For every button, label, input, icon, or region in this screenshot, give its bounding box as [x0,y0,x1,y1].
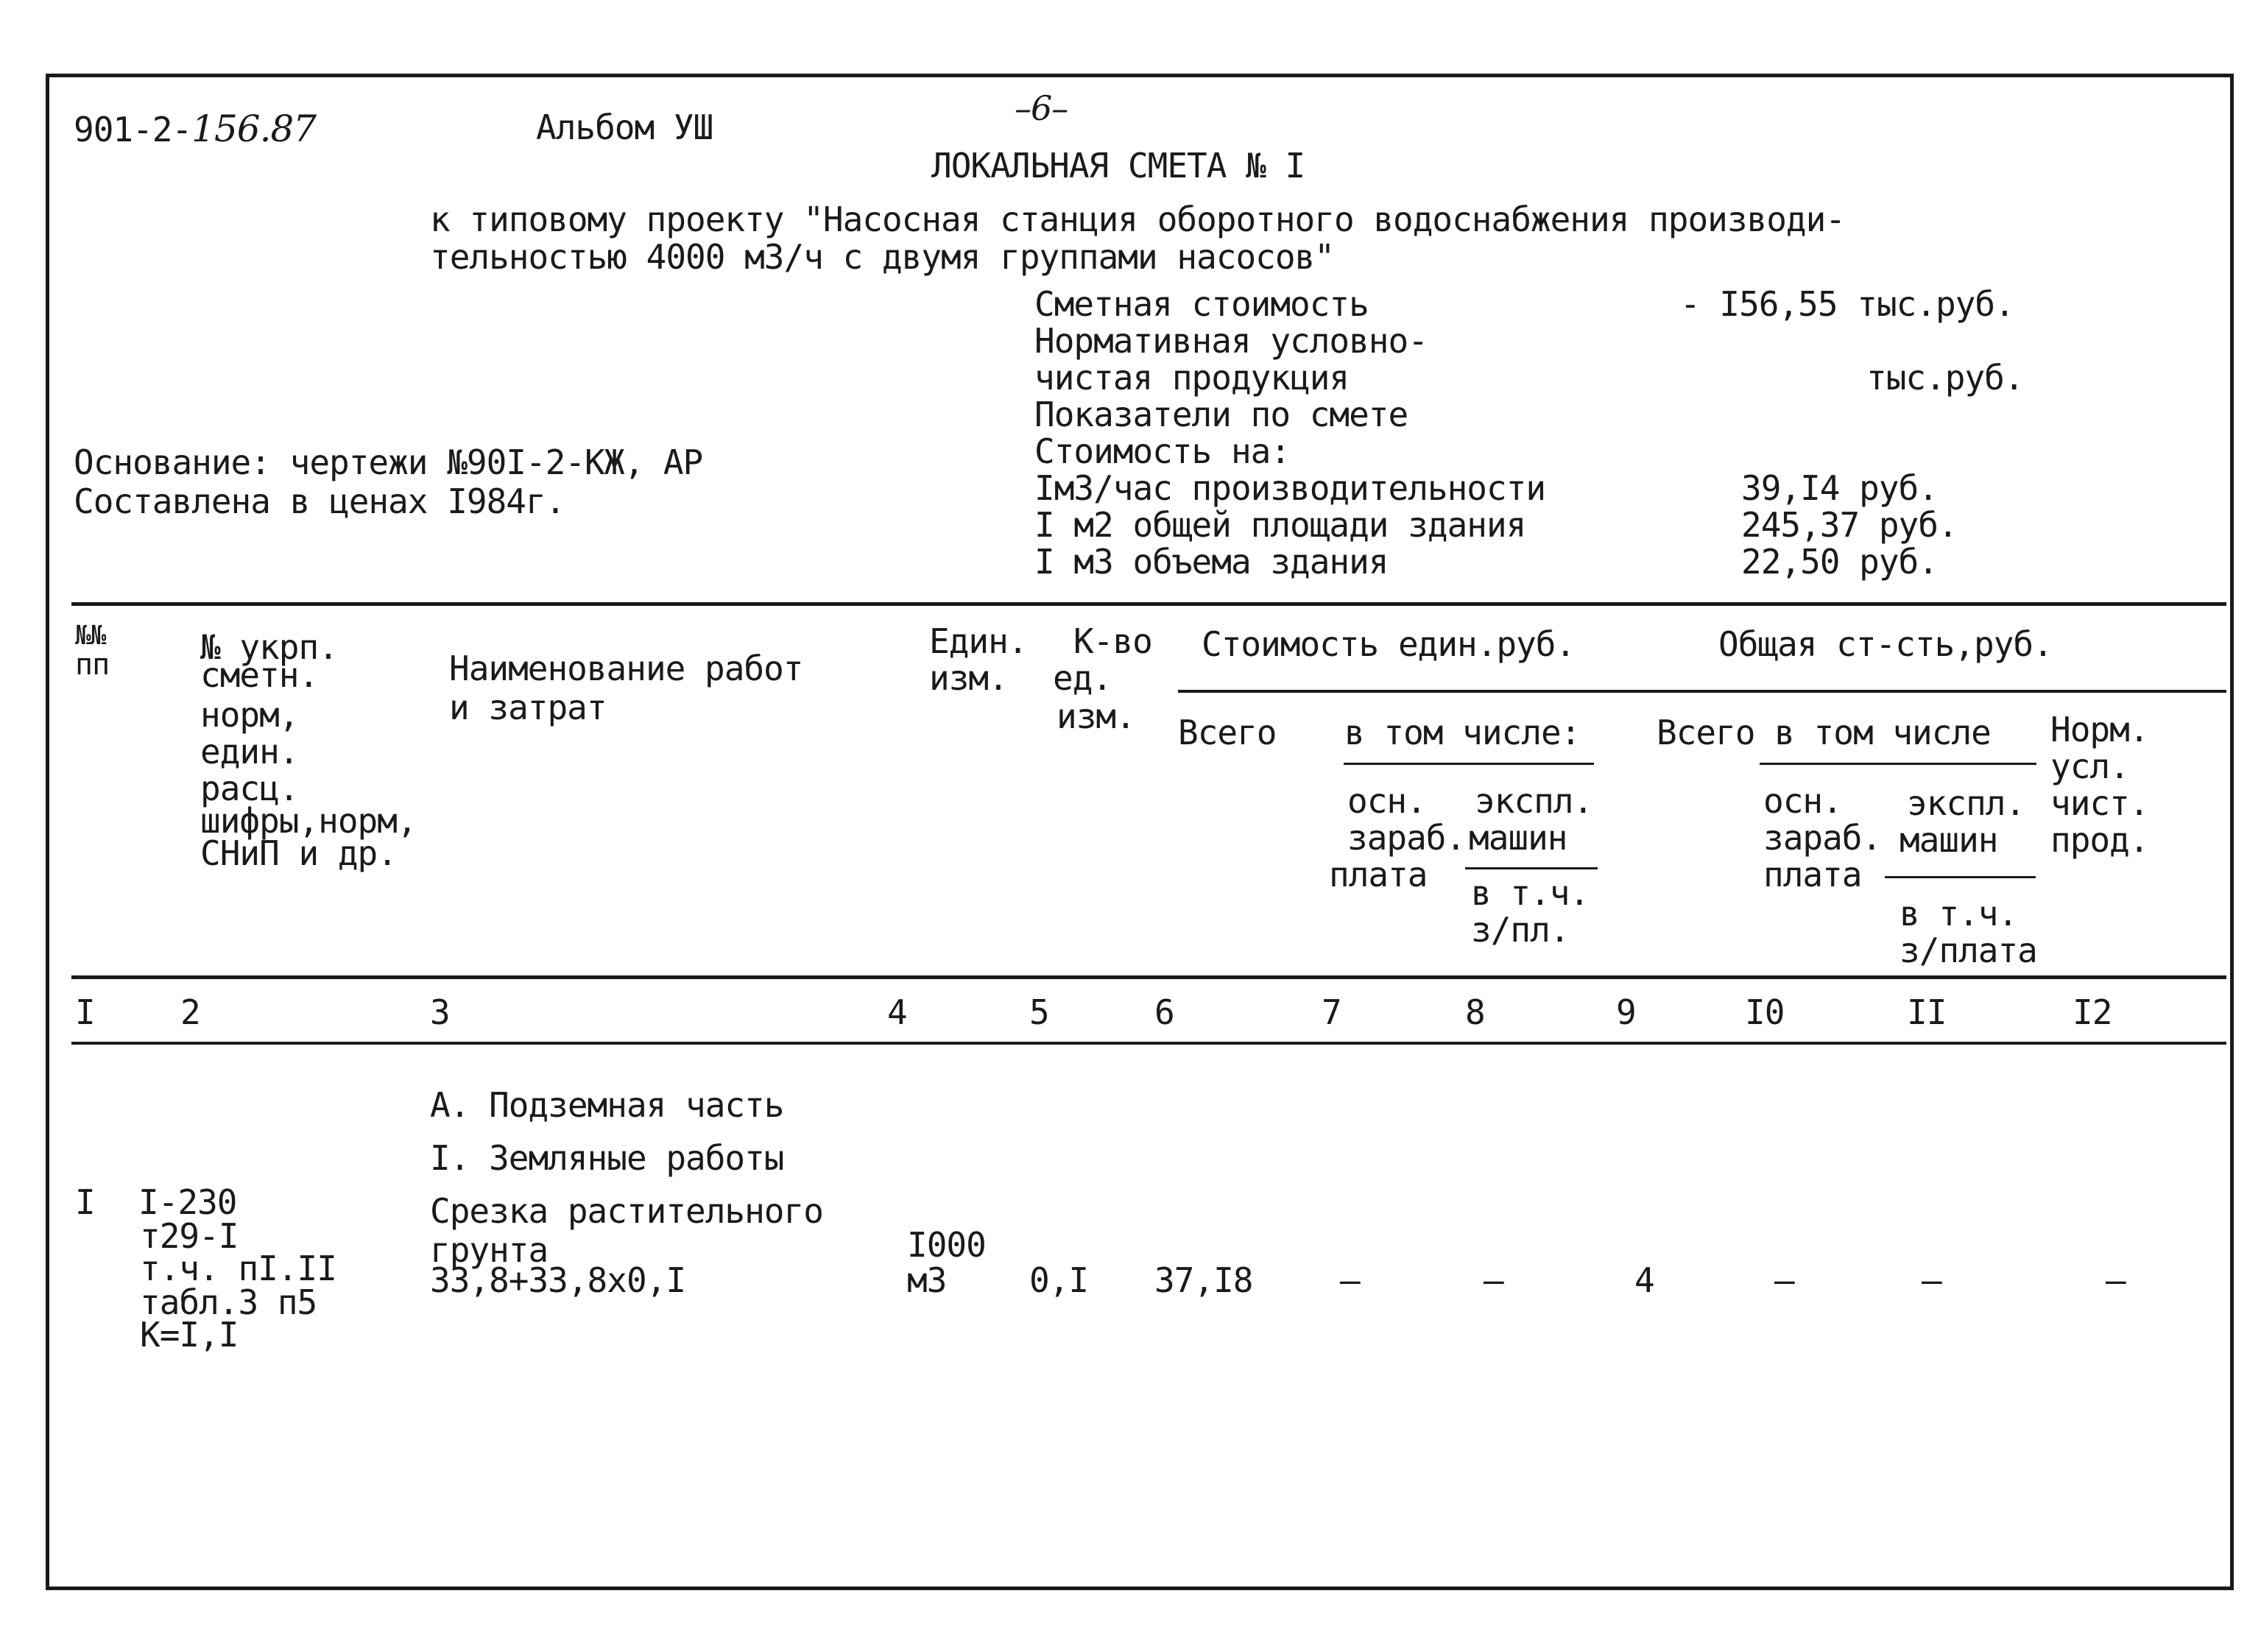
col1-header-l1: №№ [75,621,106,651]
table-top-rule [71,602,2226,606]
unit-incl-wage-l2: з/пл. [1471,910,1570,950]
section-underground: А. Подземная часть [430,1085,784,1125]
total-base-wage-l1: осн. [1763,781,1842,821]
document-code: 901-2-156.87 [74,107,317,150]
col2-header-l2: сметн. [200,655,319,695]
row-code-l2: т29-I [140,1216,239,1256]
total-machines-rule [1885,876,2036,878]
row-name-l3: 33,8+33,8х0,I [430,1260,686,1300]
unit-base-wage-l3: плата [1329,855,1428,894]
col5-header-l2: ед. [1053,658,1112,698]
row-total-all: 4 [1634,1260,1654,1300]
cost-for-label: Стоимость на: [1034,431,1291,471]
indicator-value: 39,I4 руб. [1741,468,1938,508]
total-base-wage-l2: зараб. [1763,818,1882,858]
row-code-l4: табл.3 п5 [140,1282,317,1322]
indicator-label: Iм3/час производительности [1034,468,1546,508]
total-incl-wage-l1: в т.ч. [1900,894,2018,933]
col-number: I2 [2073,992,2112,1032]
row-norm-cond: – [2106,1260,2126,1300]
row-code-l3: т.ч. пI.II [140,1249,336,1288]
row-total-machines: – [1922,1260,1941,1300]
indicator-label: I м3 объема здания [1034,542,1389,582]
unit-including-label: в том числе: [1344,713,1581,752]
col-number: I [75,992,95,1032]
row-total-base-wage: – [1774,1260,1794,1300]
col5-header-l1: К-во [1073,621,1152,661]
project-line-2: тельностью 4000 м3/ч с двумя группами насосов" [430,237,1334,277]
album-label: Альбом УШ [536,107,713,147]
col4-header-l2: изм. [929,658,1008,698]
row-unit-l2: м3 [907,1260,947,1300]
indicator-value: 22,50 руб. [1741,542,1938,582]
col1-header-l2: пп [75,648,110,682]
total-incl-rule [1760,763,2036,765]
estimated-cost-value: - I56,55 тыс.руб. [1680,284,2014,324]
col-number: 4 [887,992,907,1032]
unit-machines-rule [1465,867,1598,869]
total-incl-wage-l2: з/плата [1900,931,2037,970]
total-machines-l2: машин [1900,820,1998,860]
norm-cond-l4: прод. [2050,820,2149,860]
norm-cond-l3: чист. [2050,783,2149,823]
col2-header-l4: един. [200,732,299,772]
col2-header-l5: расц. [200,769,299,808]
row-name-l1: Срезка растительного [430,1191,823,1231]
col5-header-l3: изм. [1057,696,1135,736]
col2-header-l1: № укрп. [200,627,338,667]
col4-header-l1: Един. [929,621,1028,661]
normative-unit: тыс.руб. [1866,358,2024,398]
unit-incl-rule [1344,763,1594,765]
col2-header-l3: норм, [200,695,299,735]
basis-line-2: Составлена в ценах I984г. [74,481,565,521]
project-line-1: к типовому проекту "Насосная станция оборотного водоснабжения производи- [430,200,1845,239]
section-earthworks: I. Земляные работы [430,1138,784,1178]
row-unit-cost-all: 37,I8 [1154,1260,1253,1300]
col-number: 8 [1465,992,1485,1032]
col-number: 6 [1154,992,1174,1032]
row-unit-base-wage: – [1340,1260,1360,1300]
estimated-cost-label: Сметная стоимость [1034,284,1369,324]
col-number: 3 [430,992,450,1032]
indicator-value: 245,37 руб. [1741,505,1958,545]
unit-incl-wage-l1: в т.ч. [1471,873,1590,913]
col-number: 9 [1616,992,1636,1032]
row-quantity: 0,I [1029,1260,1089,1300]
header-bottom-rule [71,975,2226,979]
col-number: I0 [1745,992,1785,1032]
unit-base-wage-l2: зараб. [1347,818,1466,858]
norm-cond-l1: Норм. [2050,710,2149,749]
row-unit-l1: I000 [907,1225,986,1265]
estimate-title: ЛОКАЛЬНАЯ СМЕТА № I [931,146,1305,186]
row-number: I [75,1182,95,1222]
col3-header-l1: Наименование работ [449,649,803,688]
col-numbers-rule [71,1042,2226,1045]
page-number: –6– [1015,88,1068,128]
unit-all-label: Всего [1178,713,1277,752]
row-code-l1: I-230 [138,1182,237,1222]
indicators-label: Показатели по смете [1034,395,1408,434]
total-machines-l1: экспл. [1907,783,2025,823]
col3-header-l2: и затрат [449,688,607,727]
row-code-l5: К=I,I [140,1315,239,1355]
col-number: 2 [180,992,200,1032]
col2-header-l6: шифры,норм, [200,801,417,841]
unit-machines-l1: экспл. [1475,781,1593,821]
col-number: II [1907,992,1947,1032]
total-base-wage-l3: плата [1763,855,1862,894]
normative-label-1: Нормативная условно- [1034,321,1428,361]
row-name-l2: грунта [430,1230,549,1270]
indicator-label: I м2 общей площади здания [1034,505,1526,545]
col-number: 5 [1029,992,1049,1032]
basis-line-1: Основание: чертежи №90I-2-КЖ, АР [74,442,703,482]
col2-header-l7: СНиП и др. [200,833,397,873]
row-unit-machines: – [1484,1260,1503,1300]
unit-machines-l2: машин [1469,818,1567,858]
total-cost-title: Общая ст-сть,руб. [1718,624,2053,664]
total-all-including-label: Всего в том числе [1657,713,1991,752]
normative-label-2: чистая продукция [1034,358,1350,398]
unit-cost-title: Стоимость един.руб. [1202,624,1576,664]
norm-cond-l2: усл. [2050,746,2129,786]
unit-base-wage-l1: осн. [1347,781,1426,821]
cost-header-rule [1178,690,2226,693]
col-number: 7 [1322,992,1341,1032]
